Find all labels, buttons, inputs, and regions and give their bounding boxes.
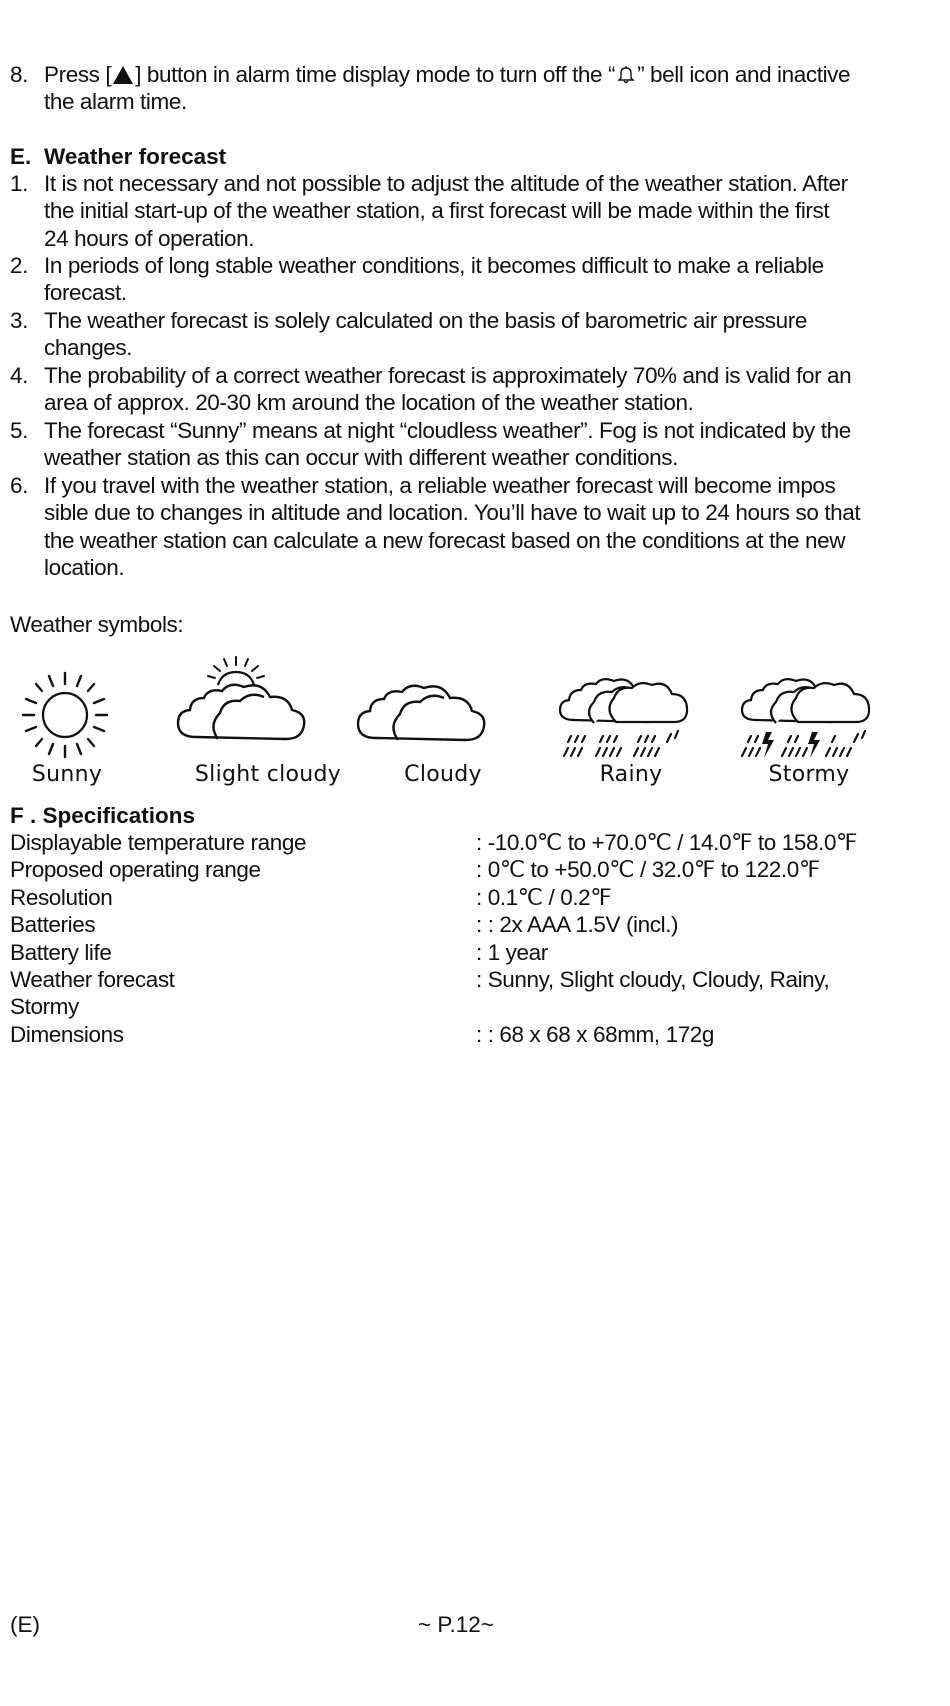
section-f-heading: F . Specifications xyxy=(10,803,196,828)
symbol-label-stormy: Stormy xyxy=(768,762,850,787)
spec-value: : 1 year xyxy=(476,940,548,965)
item-number: 2. xyxy=(10,253,28,278)
spec-value: : : 2x AAA 1.5V (incl.) xyxy=(476,912,679,937)
item-line: location. xyxy=(44,555,125,581)
item-line: The probability of a correct weather forecast is approximately 70% and is valid for an xyxy=(44,363,852,388)
weather-symbols-row xyxy=(0,650,950,800)
page-number: ~ P.12~ xyxy=(418,1612,494,1637)
storm-icon xyxy=(736,668,876,763)
item-number: 6. xyxy=(10,473,28,498)
item-line: The weather forecast is solely calculated on the basis of barometric air pressure xyxy=(44,308,807,333)
forecast-item-5 xyxy=(10,417,915,472)
symbol-label-rainy: Rainy xyxy=(599,762,663,787)
item-line: area of approx. 20-30 km around the location of the weather station. xyxy=(44,390,694,416)
spec-label: Resolution xyxy=(10,885,113,910)
spec-label: Proposed operating range xyxy=(10,857,261,882)
forecast-item-1 xyxy=(10,170,915,252)
slight-cloudy-icon xyxy=(170,655,320,755)
spec-value-continuation: Stormy xyxy=(10,994,79,1019)
section-e-title: Weather forecast xyxy=(44,144,227,169)
symbol-label-slight-cloudy: Slight cloudy xyxy=(194,762,342,787)
item-line: It is not necessary and not possible to adjust the altitude of the weather station. After xyxy=(44,171,848,196)
spec-label: Weather forecast xyxy=(10,967,175,992)
symbol-label-sunny: Sunny xyxy=(31,762,103,787)
item-number: 8. xyxy=(10,62,28,87)
item-line: If you travel with the weather station, a reliable weather forecast will become impos xyxy=(44,473,836,498)
item-line: changes. xyxy=(44,335,133,361)
spec-value: : Sunny, Slight cloudy, Cloudy, Rainy, xyxy=(476,967,830,992)
spec-label: Batteries xyxy=(10,912,96,937)
alarm-text-start: Press [ xyxy=(44,62,112,87)
item-number: 5. xyxy=(10,418,28,443)
item-line: forecast. xyxy=(44,280,127,306)
spec-label: Dimensions xyxy=(10,1022,124,1047)
spec-value: : -10.0℃ to +70.0℃ / 14.0℉ to 158.0℉ xyxy=(476,830,858,855)
sun-icon xyxy=(20,670,110,760)
item-number: 4. xyxy=(10,363,28,388)
spec-label: Battery life xyxy=(10,940,112,965)
symbol-label-cloudy: Cloudy xyxy=(404,762,482,787)
item-line: 24 hours of operation. xyxy=(44,225,255,251)
alarm-text-mid: ] button in alarm time display mode to turn off the “ xyxy=(135,62,616,87)
item-line: In periods of long stable weather conditions, it becomes difficult to make a reliable xyxy=(44,253,824,278)
rain-icon xyxy=(554,668,694,763)
item-line: the weather station can calculate a new forecast based on the conditions at the new xyxy=(44,527,846,553)
forecast-item-4 xyxy=(10,362,915,417)
weather-symbols-caption: Weather symbols: xyxy=(10,612,184,637)
up-arrow-button-icon xyxy=(113,66,133,84)
cloud-icon xyxy=(352,670,502,750)
forecast-item-3 xyxy=(10,307,915,362)
footer-language-marker: (E) xyxy=(10,1612,40,1637)
alarm-instruction-item xyxy=(10,61,915,116)
alarm-text-end: ” bell icon and inactive xyxy=(637,62,851,87)
alarm-text-line2: the alarm time. xyxy=(44,89,187,115)
item-number: 3. xyxy=(10,308,28,333)
forecast-item-6 xyxy=(10,472,915,582)
item-line: The forecast “Sunny” means at night “cloudless weather”. Fog is not indicated by the xyxy=(44,418,851,443)
item-line: the initial start-up of the weather station, a first forecast will be made within the first xyxy=(44,198,830,224)
section-e-letter: E. xyxy=(10,144,32,169)
spec-value: : 0℃ to +50.0℃ / 32.0℉ to 122.0℉ xyxy=(476,857,820,882)
item-line: sible due to changes in altitude and location. You’ll have to wait up to 24 hours so that xyxy=(44,500,861,526)
section-e-heading xyxy=(10,143,226,170)
spec-value: : : 68 x 68 x 68mm, 172g xyxy=(476,1022,715,1047)
item-number: 1. xyxy=(10,171,28,196)
bell-icon xyxy=(615,65,637,85)
spec-label: Displayable temperature range xyxy=(10,830,307,855)
item-line: weather station as this can occur with different weather conditions. xyxy=(44,445,678,471)
forecast-item-2 xyxy=(10,252,915,307)
spec-value: : 0.1℃ / 0.2℉ xyxy=(476,885,612,910)
